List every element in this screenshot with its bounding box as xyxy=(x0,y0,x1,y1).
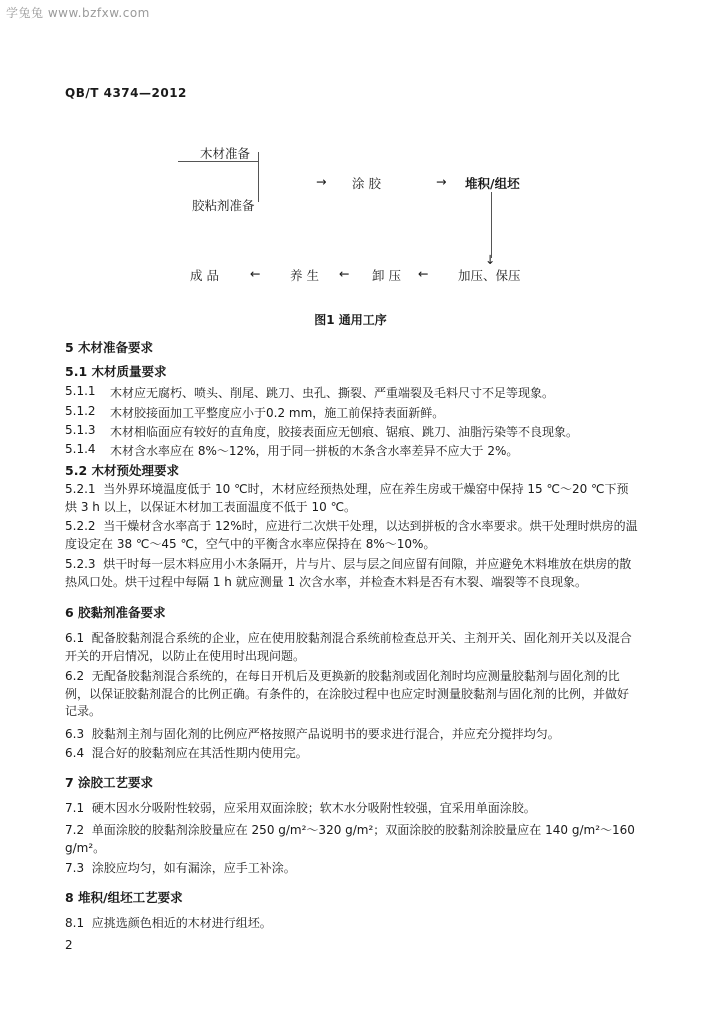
clause-number: 5.2.2 xyxy=(65,519,96,533)
clause-number: 5.1.3 xyxy=(65,423,96,437)
clause-paragraph xyxy=(65,860,640,878)
clause-number: 5.2.3 xyxy=(65,557,96,571)
clause-text: 当外界环境温度低于 10 ℃时，木材应经预热处理，应在养生房或干燥窑中保持 15 ℃～20 ℃下预烘 3 h 以上，以保证木材加工表面温度不低于 10 ℃。 xyxy=(65,482,629,514)
clause-text: 烘干时每一层木料应用小木条隔开，片与片、层与层之间应留有间隙，并应避免木料堆放在烘房的散热风口处。烘干过程中每隔 1 h 就应测量 1 次含水率，并检查木料是否有木裂、端裂等不良现象。 xyxy=(65,557,632,589)
clause-paragraph xyxy=(65,745,640,763)
clause-number: 6.1 xyxy=(65,631,85,645)
node-gluing: 涂 胶 xyxy=(352,176,381,191)
section-heading: 7 涂胶工艺要求 xyxy=(65,775,154,790)
section-heading: 5 木材准备要求 xyxy=(65,340,154,355)
clause-text: 配备胶黏剂混合系统的企业，应在使用胶黏剂混合系统前检查总开关、主剂开关、固化剂开关以及混合开关的开启情况，以防止在使用时出现问题。 xyxy=(65,631,632,663)
clause-number: 8.1 xyxy=(65,916,85,930)
clause-paragraph xyxy=(65,630,640,665)
clause-text: 木材胶接面加工平整度应小于0.2 mm，施工前保持表面新鲜。 xyxy=(110,406,445,420)
node-wood-prep: 木材准备 xyxy=(200,146,251,161)
clause-text: 无配备胶黏剂混合系统的，在每日开机后及更换新的胶黏剂或固化剂时均应测量胶黏剂与固化剂的比例，以保证胶黏剂混合的比例正确。有条件的，在涂胶过程中也应定时测量胶黏剂与固化剂的比例，并做好记录。 xyxy=(65,669,630,718)
clause-paragraph xyxy=(65,518,640,553)
node-unloading: 卸 压 xyxy=(372,268,401,283)
clause-text: 木材相临面应有较好的直角度，胶接表面应无刨痕、锯痕、跳刀、油脂污染等不良现象。 xyxy=(110,425,579,439)
section-heading: 6 胶黏剂准备要求 xyxy=(65,605,166,620)
clause-text: 木材应无腐朽、喷头、削尾、跳刀、虫孔、撕裂、严重端裂及毛料尺寸不足等现象。 xyxy=(110,386,555,400)
arrow-to-gluing: → xyxy=(316,174,327,189)
clause-paragraph xyxy=(65,556,640,591)
clause-text: 混合好的胶黏剂应在其活性期内使用完。 xyxy=(91,746,308,760)
arrow-down-icon: ↓ xyxy=(485,252,496,267)
clause-number: 7.3 xyxy=(65,861,85,875)
watermark: 学兔兔 www.bzfxw.com xyxy=(6,6,150,20)
clause-text: 应挑选颜色相近的木材进行组坯。 xyxy=(91,916,272,930)
clause-number: 5.1.1 xyxy=(65,384,96,398)
section-heading: 5.1 木材质量要求 xyxy=(65,364,167,379)
clause-paragraph xyxy=(65,481,640,516)
section-heading: 5.2 木材预处理要求 xyxy=(65,463,179,478)
clause-paragraph xyxy=(65,668,640,721)
clause-text: 单面涂胶的胶黏剂涂胶量应在 250 g/m²～320 g/m²；双面涂胶的胶黏剂涂胶量应在 140 g/m²～160 g/m²。 xyxy=(65,823,635,855)
clause-paragraph xyxy=(65,822,640,857)
clause-text: 硬木因水分吸附性较弱，应采用双面涂胶；软木水分吸附性较强，宜采用单面涂胶。 xyxy=(91,801,536,815)
clause-paragraph xyxy=(65,915,640,933)
node-product: 成 品 xyxy=(190,268,219,283)
arrow-to-unloading: ← xyxy=(418,266,429,281)
clause-paragraph xyxy=(65,726,640,744)
clause-text: 木材含水率应在 8%～12%，用于同一拼板的木条含水率差异不应大于 2%。 xyxy=(110,444,519,458)
clause-number: 6.2 xyxy=(65,669,85,683)
node-pressing: 加压、保压 xyxy=(458,268,521,283)
node-stacking: 堆积/组坯 xyxy=(465,176,520,191)
node-curing: 养 生 xyxy=(290,268,319,283)
clause-number: 5.1.2 xyxy=(65,404,96,418)
page-number: 2 xyxy=(65,938,73,952)
figure-caption: 图1 通用工序 xyxy=(314,313,387,327)
clause-text: 当干燥材含水率高于 12%时，应进行二次烘干处理，以达到拼板的含水率要求。烘干处理时烘房的温度设定在 38 ℃～45 ℃，空气中的平衡含水率应保持在 8%～10%。 xyxy=(65,519,638,551)
clause-number: 7.1 xyxy=(65,801,85,815)
clause-number: 6.3 xyxy=(65,727,85,741)
arrow-to-stacking: → xyxy=(436,174,447,189)
arrow-to-product: ← xyxy=(250,266,261,281)
section-heading: 8 堆积/组坯工艺要求 xyxy=(65,890,183,905)
standard-code: QB/T 4374—2012 xyxy=(65,86,187,100)
clause-text: 涂胶应均匀，如有漏涂，应手工补涂。 xyxy=(91,861,296,875)
clause-paragraph xyxy=(65,800,640,818)
node-glue-prep: 胶粘剂准备 xyxy=(192,198,255,213)
clause-number: 7.2 xyxy=(65,823,85,837)
clause-text: 胶黏剂主剂与固化剂的比例应严格按照产品说明书的要求进行混合，并应充分搅拌均匀。 xyxy=(91,727,560,741)
clause-number: 5.1.4 xyxy=(65,442,96,456)
arrow-to-curing: ← xyxy=(339,266,350,281)
clause-number: 6.4 xyxy=(65,746,85,760)
clause-number: 5.2.1 xyxy=(65,482,96,496)
